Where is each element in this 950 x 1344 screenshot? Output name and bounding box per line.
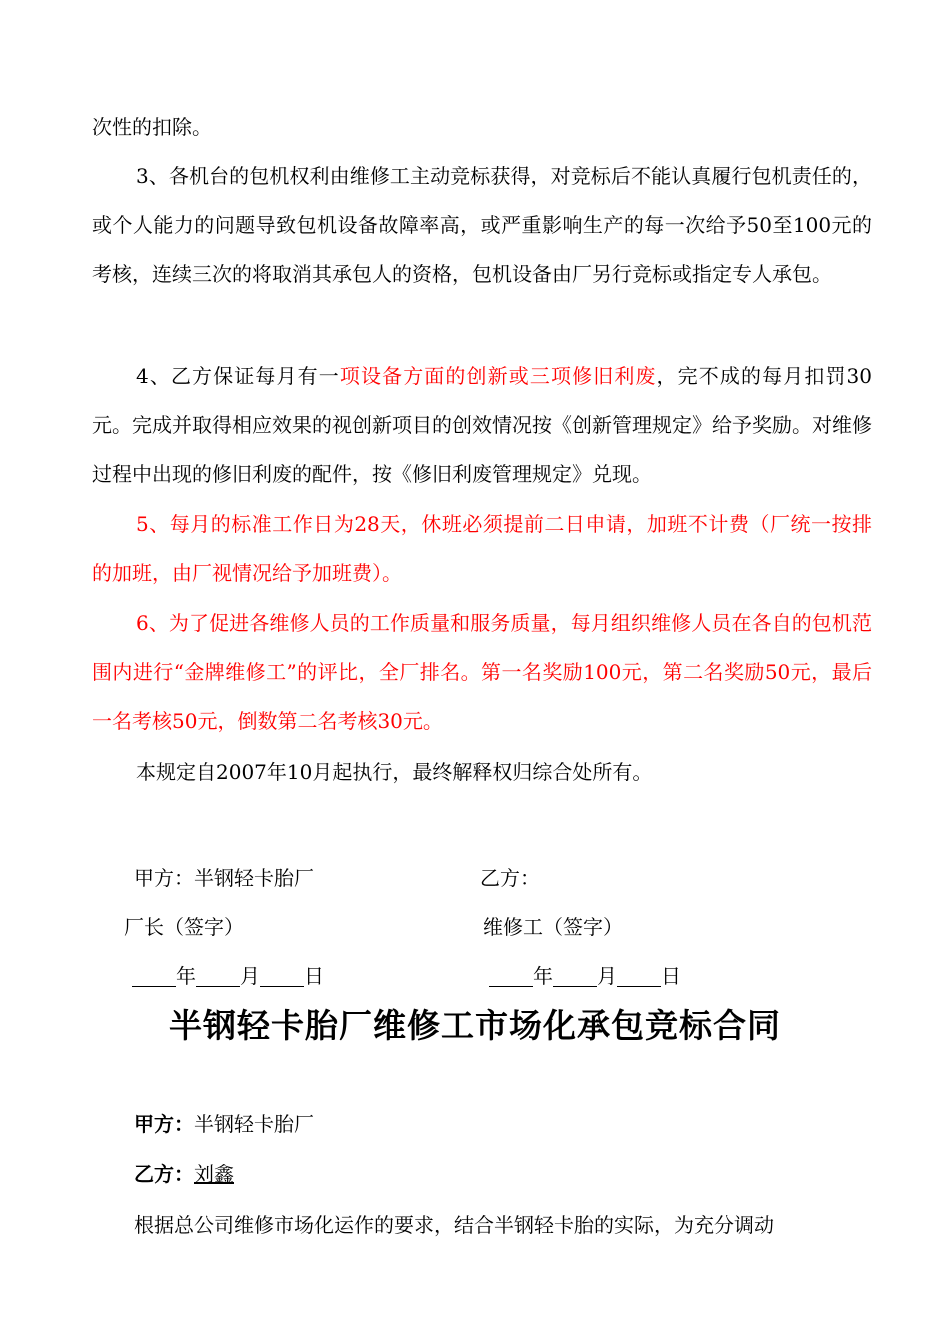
party-b-value: 刘鑫	[194, 1162, 234, 1186]
contract-party-b	[134, 1158, 234, 1187]
party-a-label: 甲方：	[134, 1112, 194, 1136]
paragraph-clause-6: 6、为了促进各维修人员的工作质量和服务质量，每月组织维修人员在各自的包机范围内进行“金牌维修工”的评比，全厂排名。第一名奖励100元，第二名奖励50元，最后一名考核50元，倒数第二名考核30元。	[92, 611, 872, 733]
blank-day[interactable]	[260, 966, 304, 987]
paragraph-clause-4: 4、乙方保证每月有一项设备方面的创新或三项修旧利废，完不成的每月扣罚30元。完成并取得相应效果的视创新项目的创效情况按《创新管理规定》给予奖励。对维修过程中出现的修旧利废的配件，按《修旧利废管理规定》兑现。	[92, 364, 873, 486]
contract-intro: 根据总公司维修市场化运作的要求，结合半钢轻卡胎的实际，为充分调动	[134, 1213, 774, 1237]
blank-year[interactable]	[489, 966, 533, 987]
date-line-left: 年 月 日	[132, 960, 324, 989]
blank-month[interactable]	[553, 966, 597, 987]
paragraph-effective-date: 本规定自2007年10月起执行，最终解释权归综合处所有。	[136, 760, 653, 784]
paragraph-clause-3: 3、各机台的包机权利由维修工主动竞标获得，对竞标后不能认真履行包机责任的，或个人能力的问题导致包机设备故障率高，或严重影响生产的每一次给予50至100元的考核，连续三次的将取消其承包人的资格，包机设备由厂另行竞标或指定专人承包。	[92, 164, 872, 286]
paragraph-continuation: 次性的扣除。	[92, 115, 212, 139]
paragraph-clause-5: 5、每月的标准工作日为28天，休班必须提前二日申请，加班不计费（厂统一按排的加班，由厂视情况给予加班费）。	[92, 512, 872, 585]
contract-title: 半钢轻卡胎厂维修工市场化承包竞标合同	[169, 1006, 781, 1045]
party-a-value: 半钢轻卡胎厂	[194, 1112, 314, 1136]
blank-day[interactable]	[617, 966, 661, 987]
blank-month[interactable]	[196, 966, 240, 987]
highlighted-text: 项设备方面的创新或三项修旧利废	[339, 364, 657, 388]
signature-director: 厂长（签字）	[124, 915, 244, 939]
signature-repairer: 维修工（签字）	[483, 915, 623, 939]
highlighted-text: 每月的标准工作日为28天，休班必须提前二日申请，加班不计费（厂统一按排的加班，由厂视情况给予加班费）。	[92, 512, 872, 585]
signature-party-a: 甲方：半钢轻卡胎厂	[134, 866, 314, 890]
signature-party-b: 乙方：	[480, 866, 540, 890]
date-line-right: 年 月 日	[489, 960, 681, 989]
blank-year[interactable]	[132, 966, 176, 987]
contract-party-a	[134, 1108, 314, 1137]
party-b-label: 乙方：	[134, 1162, 194, 1186]
